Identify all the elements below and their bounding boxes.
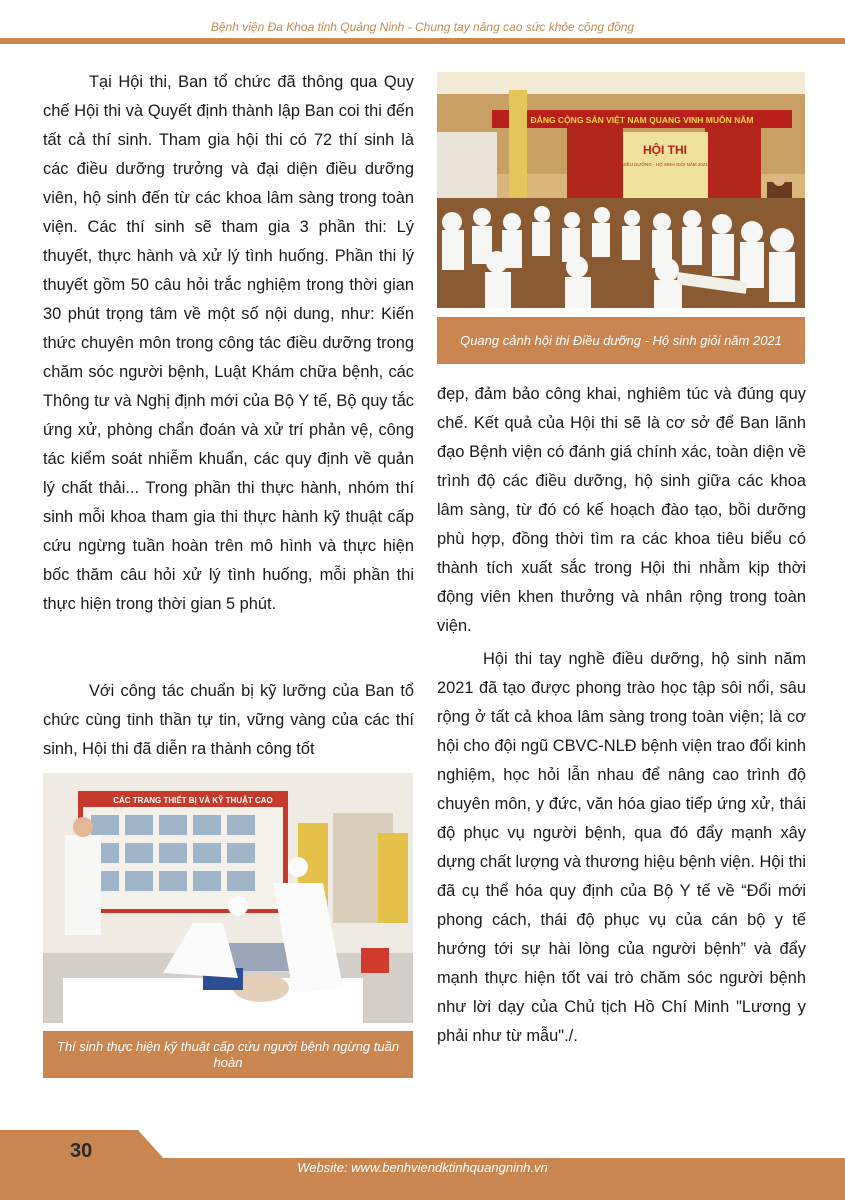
article-column-left-continued <box>43 677 414 764</box>
photo1-banner-text: ĐẢNG CỘNG SẢN VIỆT NAM QUANG VINH MUÔN NĂM <box>530 115 754 125</box>
article-column-left <box>43 68 414 619</box>
article-column-right-continued <box>437 645 806 1051</box>
photo-contest-hall <box>437 72 805 308</box>
paragraph-3: Hội thi tay nghề điều dưỡng, hộ sinh năm 2021 đã tạo được phong trào học tập sôi nổi, sâu rộng ở tất cả khoa lâm sàng trong toàn viện; là cơ hội cho đội ngũ CBVC-NLĐ bệnh viện trao đổi kinh nghiệm, học hỏi lẫn nhau để nâng cao trình độ chuyên môn, y đức, văn hóa giao tiếp ứng xử, thái độ phục vụ người bệnh, qua đó đẩy mạnh xây dựng chất lượng và thương hiệu bệnh viện. Hội thi đã cụ thể hóa quy định của Bộ Y tế về “Đổi mới phong cách, thái độ phục vụ của cán bộ y tế hướng tới sự hài lòng của người bệnh” và đẩy mạnh thực hiện tốt vai trò chăm sóc người bệnh như lời dạy của Chủ tịch Hồ Chí Minh "Lương y phải như từ mẫu"./. <box>437 650 807 1045</box>
photo2-board-title: CÁC TRANG THIẾT BỊ VÀ KỸ THUẬT CAO <box>113 796 273 805</box>
photo1-caption: Quang cảnh hội thi Điều dưỡng - Hộ sinh giỏi năm 2021 <box>437 317 805 364</box>
header-title: Bệnh viện Đa Khoa tỉnh Quảng Ninh - Chung tay nâng cao sức khỏe cộng đồng <box>210 20 635 34</box>
photo1-screen-subtitle: ĐIỀU DƯỠNG - HỘ SINH GIỎI NĂM 2021 <box>622 162 708 167</box>
page-number: 30 <box>70 1140 93 1162</box>
photo1-screen-title: HỘI THI <box>643 143 687 157</box>
paragraph-1: Tại Hội thi, Ban tổ chức đã thông qua Quy chế Hội thi và Quyết định thành lập Ban coi thi đến tất cả thí sinh. Tham gia hội thi có 72 thí sinh là các điều dưỡng trưởng và đại diện điều dưỡng viên, hộ sinh đến từ các khoa lâm sàng trong toàn viện. Các thí sinh sẽ tham gia 3 phần thi: Lý thuyết, thực hành và xử lý tình huống. Phần thi lý thuyết gồm 50 câu hỏi trắc nghiệm trong thời gian 30 phút trọng tâm về một số nội dung, như: Kiến thức chuyên môn trong công tác điều dưỡng trong chăm sóc người bệnh, Luật Khám chữa bệnh, các Thông tư và Nghị định mới của Bộ Y tế, Bộ quy tắc ứng xử, phòng chẩn đoán và xử trí phản vệ, công tác kiểm soát nhiễm khuẩn, các quy định về quản lý chất thải... Trong phần thi thực hành, nhóm thí sinh mỗi khoa tham gia thi thực hành kỹ thuật cấp cứu ngừng tuần hoàn trên mô hình và thực hiện bốc thăm câu hỏi xử lý tình huống, mỗi phần thi thực hiện trong thời gian 5 phút. <box>43 73 414 613</box>
page-header <box>0 0 845 44</box>
photo-cpr-practice <box>43 773 413 1023</box>
footer-website: Website: www.benhviendktinhquangninh.vn <box>297 1160 548 1175</box>
photo2-caption: Thí sinh thực hiện kỹ thuật cấp cứu người bệnh ngừng tuần hoàn <box>43 1031 413 1078</box>
header-rule <box>0 38 845 44</box>
article-column-right <box>437 380 806 641</box>
paragraph-2-start: Với công tác chuẩn bị kỹ lưỡng của Ban tổ chức cùng tinh thần tự tin, vững vàng của các thí sinh, Hội thi đã diễn ra thành công tốt <box>43 682 414 758</box>
paragraph-2-end: đẹp, đảm bảo công khai, nghiêm túc và đúng quy chế. Kết quả của Hội thi sẽ là cơ sở để Ban lãnh đạo Bệnh viện có đánh giá chính xác, toàn diện về trình độ các điều dưỡng, hộ sinh giữa các khoa lâm sàng, từ đó có kế hoạch đào tạo, bồi dưỡng phù hợp, đồng thời tìm ra các khoa tiêu biểu có thành tích xuất sắc trong Hội thi nhằm kịp thời động viên khen thưởng và nhân rộng trong toàn viện. <box>437 385 806 635</box>
